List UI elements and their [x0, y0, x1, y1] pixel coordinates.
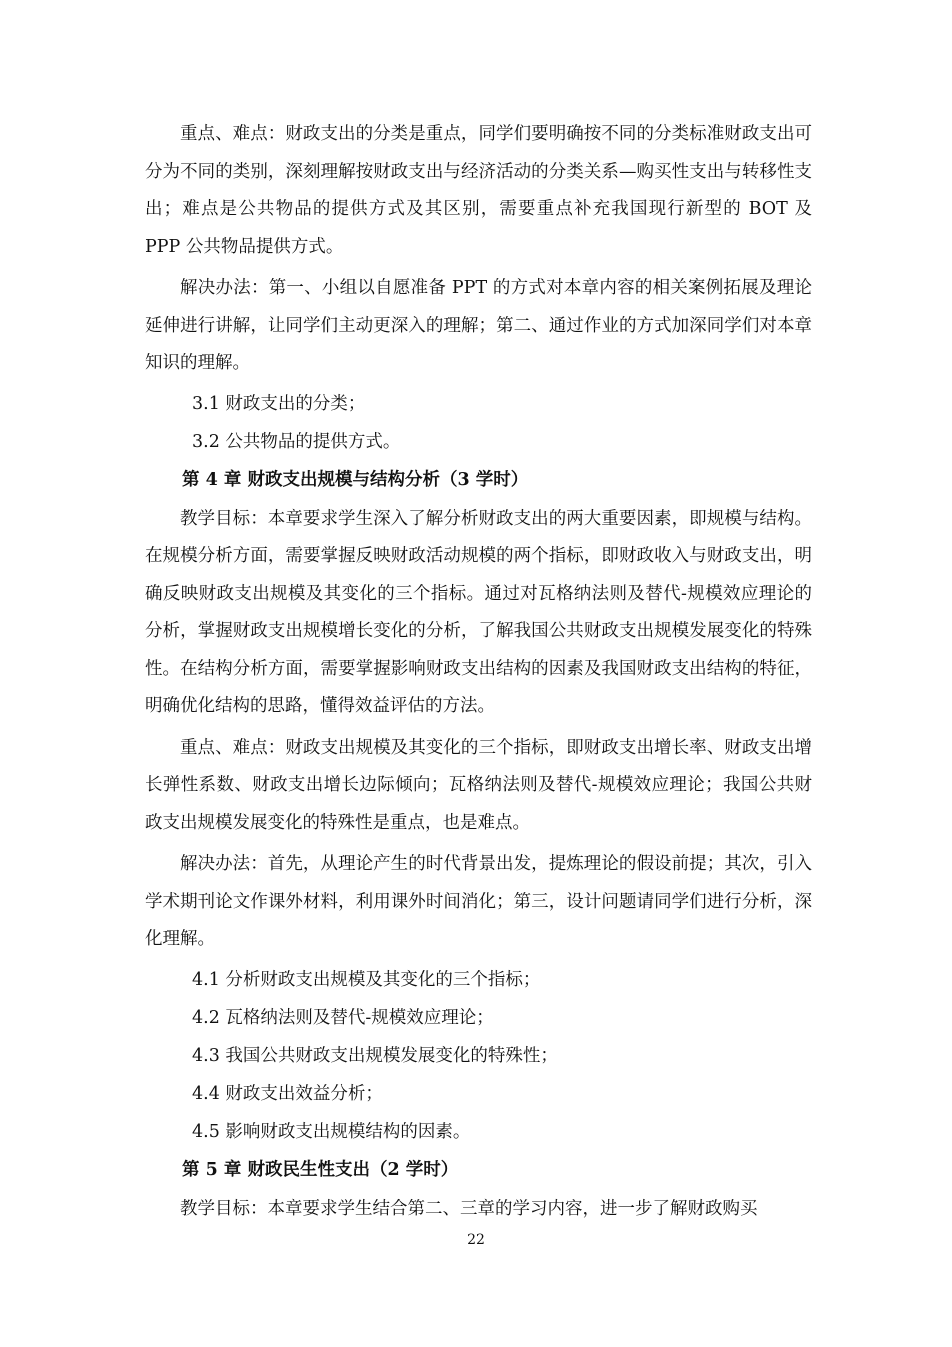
- section3-solution: 解决办法：第一、小组以自愿准备 PPT 的方式对本章内容的相关案例拓展及理论延伸进行讲解，让同学们主动更深入的理解；第二、通过作业的方式加深同学们对本章知识的理解。: [145, 278, 812, 373]
- chapter4-item-1: 4.1 分析财政支出规模及其变化的三个指标；: [192, 969, 541, 990]
- chapter5-objective: 教学目标：本章要求学生结合第二、三章的学习内容，进一步了解财政购买: [180, 1198, 758, 1219]
- chapter4-key-points: 重点、难点：财政支出规模及其变化的三个指标，即财政支出增长率、财政支出增长弹性系数、财政支出增长边际倾向；瓦格纳法则及替代-规模效应理论；我国公共财政支出规模发展变化的特殊性是重点，也是难点。: [145, 737, 812, 833]
- chapter4-item-2: 4.2 瓦格纳法则及替代-规模效应理论；: [192, 1007, 494, 1028]
- chapter4-title: 第 4 章 财政支出规模与结构分析（3 学时）: [182, 469, 529, 490]
- page-content: [145, 116, 812, 1232]
- section3-item-2: 3.2 公共物品的提供方式。: [192, 431, 401, 452]
- section3-key-points: 重点、难点：财政支出的分类是重点，同学们要明确按不同的分类标准财政支出可分为不同的类别，深刻理解按财政支出与经济活动的分类关系—购买性支出与转移性支出；难点是公共物品的提供方式及其区别，需要重点补充我国现行新型的 BOT 及 PPP 公共物品提供方式。: [145, 124, 812, 257]
- section3-item-1: 3.1 财政支出的分类；: [192, 393, 366, 414]
- chapter4-solution: 解决办法：首先，从理论产生的时代背景出发，提炼理论的假设前提；其次，引入学术期刊论文作课外材料，利用课外时间消化；第三，设计问题请同学们进行分析，深化理解。: [145, 854, 812, 949]
- page-number: 22: [467, 1232, 485, 1248]
- chapter4-item-3: 4.3 我国公共财政支出规模发展变化的特殊性；: [192, 1045, 558, 1066]
- chapter4-item-5: 4.5 影响财政支出规模结构的因素。: [192, 1121, 471, 1142]
- chapter5-title: 第 5 章 财政民生性支出（2 学时）: [182, 1159, 459, 1180]
- chapter4-objective: 教学目标：本章要求学生深入了解分析财政支出的两大重要因素，即规模与结构。在规模分析方面，需要掌握反映财政活动规模的两个指标，即财政收入与财政支出，明确反映财政支出规模及其变化的三个指标。通过对瓦格纳法则及替代-规模效应理论的分析，掌握财政支出规模增长变化的分析，了解我国公共财政支出规模发展变化的特殊性。在结构分析方面，需要掌握影响财政支出结构的因素及我国财政支出结构的特征，明确优化结构的思路，懂得效益评估的方法。: [145, 508, 812, 716]
- chapter4-item-4: 4.4 财政支出效益分析；: [192, 1083, 383, 1104]
